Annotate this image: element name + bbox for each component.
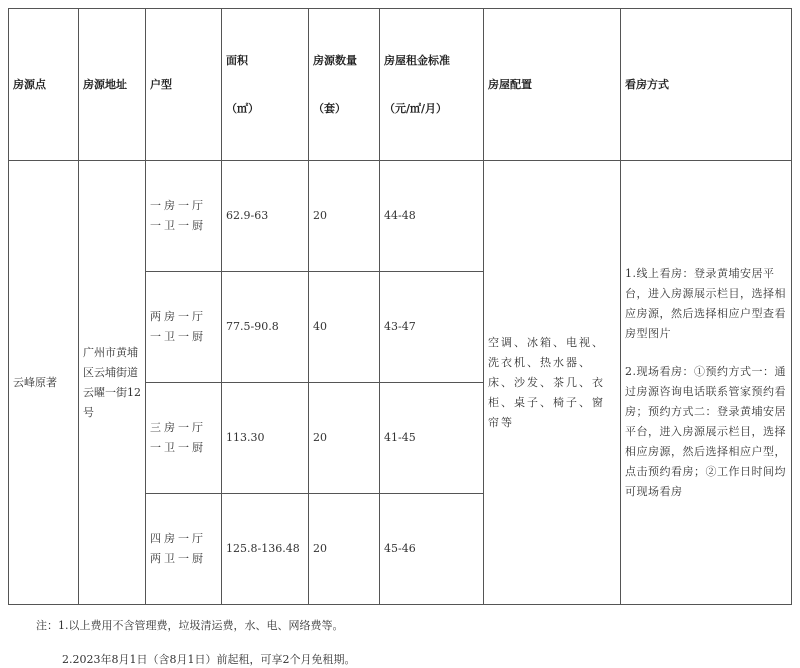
- area-cell: 77.5-90.8: [222, 272, 309, 383]
- count-cell: 40: [309, 272, 380, 383]
- site-address: 广州市黄埔区云埔街道云曜一街12号: [79, 161, 146, 605]
- rent-cell: 45-46: [380, 494, 484, 605]
- header-rent: [380, 9, 484, 161]
- site-name: 云峰原著: [9, 161, 79, 605]
- layout-cell: 四房一厅两卫一厨: [146, 494, 222, 605]
- header-count-label: 房源数量: [313, 53, 357, 67]
- area-cell: 62.9-63: [222, 161, 309, 272]
- header-count-unit: （套）: [313, 101, 346, 115]
- header-area-unit: （㎡）: [226, 101, 259, 115]
- viewing-onsite: 2.现场看房：①预约方式一：通过房源咨询电话联系管家预约看房；预约方式二：登录黄埔安居平台，进入房源展示栏目，选择相应房源，然后选择相应户型，点击预约看房；②工作日时间均可现场看房: [625, 364, 786, 498]
- footnotes: [36, 618, 356, 666]
- header-site: 房源点: [9, 9, 79, 161]
- header-layout: 户型: [146, 9, 222, 161]
- header-row: [9, 9, 792, 161]
- layout-cell: 三房一厅一卫一厨: [146, 383, 222, 494]
- count-cell: 20: [309, 383, 380, 494]
- header-count: [309, 9, 380, 161]
- viewing-cell: [621, 161, 792, 605]
- table-row: [9, 161, 792, 272]
- area-cell: 113.30: [222, 383, 309, 494]
- layout-cell: 两房一厅一卫一厨: [146, 272, 222, 383]
- viewing-online: 1.线上看房：登录黄埔安居平台，进入房源展示栏目，选择相应房源，然后选择相应户型查看房型图片: [625, 266, 786, 340]
- header-area-label: 面积: [226, 53, 248, 67]
- footnote-1: 注：1.以上费用不含管理费，垃圾清运费，水、电、网络费等。: [36, 619, 344, 632]
- header-rent-unit: （元/㎡/月）: [384, 101, 448, 115]
- header-address: 房源地址: [79, 9, 146, 161]
- footnote-2: 2.2023年8月1日（含8月1日）前起租，可享2个月免租期。: [62, 653, 356, 666]
- rent-cell: 41-45: [380, 383, 484, 494]
- rent-cell: 44-48: [380, 161, 484, 272]
- header-rent-label: 房屋租金标准: [384, 53, 450, 67]
- rent-cell: 43-47: [380, 272, 484, 383]
- header-config: 房屋配置: [484, 9, 621, 161]
- area-cell: 125.8-136.48: [222, 494, 309, 605]
- layout-cell: 一房一厅一卫一厨: [146, 161, 222, 272]
- config-cell: 空调、冰箱、电视、洗衣机、热水器、床、沙发、茶几、衣柜、桌子、椅子、窗帘等: [484, 161, 621, 605]
- header-viewing: 看房方式: [621, 9, 792, 161]
- count-cell: 20: [309, 161, 380, 272]
- housing-table: [8, 8, 792, 605]
- count-cell: 20: [309, 494, 380, 605]
- header-area: [222, 9, 309, 161]
